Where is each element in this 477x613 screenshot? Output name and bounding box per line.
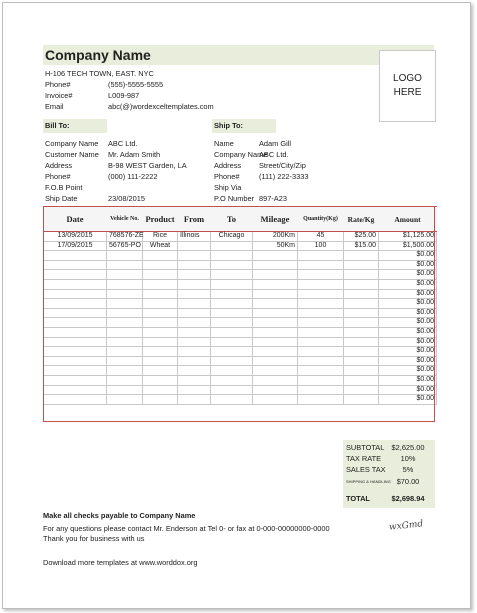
table-cell	[44, 337, 107, 347]
column-header-quantity: Quantity(Kg)	[298, 207, 344, 232]
table-cell	[253, 260, 298, 270]
table-cell	[253, 375, 298, 385]
table-cell	[344, 356, 379, 366]
table-cell	[211, 337, 253, 347]
table-cell	[143, 395, 178, 405]
ship-to-value: 897-A23	[259, 194, 287, 203]
column-header-vehicle-no: Vehicle No.	[107, 207, 143, 232]
table-cell	[211, 279, 253, 289]
table-cell	[298, 366, 344, 376]
table-header-row	[44, 207, 437, 232]
table-cell	[298, 385, 344, 395]
table-row	[44, 279, 437, 289]
table-cell	[44, 279, 107, 289]
table-cell	[253, 318, 298, 328]
bill-to-value: (000) 111-2222	[108, 172, 158, 181]
table-cell	[344, 279, 379, 289]
table-cell	[298, 337, 344, 347]
table-cell	[178, 270, 211, 280]
ship-to-label: Name	[214, 139, 234, 148]
thanks-note: Thank you for business with us	[43, 534, 145, 543]
table-cell: $25.00	[344, 232, 379, 242]
table-cell	[253, 395, 298, 405]
bill-to-label: Address	[45, 161, 73, 170]
company-address: H-106 TECH TOWN, EAST. NYC	[45, 69, 154, 78]
table-cell	[44, 260, 107, 270]
table-cell	[107, 289, 143, 299]
table-cell: $0.00	[379, 279, 437, 289]
table-cell	[107, 375, 143, 385]
bill-to-title: Bill To:	[45, 121, 70, 130]
table-cell	[44, 299, 107, 309]
table-row	[44, 260, 437, 270]
ship-to-value: ABC Ltd.	[259, 150, 289, 159]
table-cell	[211, 318, 253, 328]
table-cell	[298, 318, 344, 328]
line-items-body	[44, 232, 437, 405]
table-cell	[44, 347, 107, 357]
table-cell	[211, 385, 253, 395]
table-cell	[44, 318, 107, 328]
table-cell	[211, 327, 253, 337]
ship-to-value: Adam Gill	[259, 139, 292, 148]
table-cell	[211, 347, 253, 357]
table-row	[44, 327, 437, 337]
table-cell	[143, 366, 178, 376]
table-cell	[44, 375, 107, 385]
table-cell	[253, 337, 298, 347]
table-cell	[298, 347, 344, 357]
table-cell	[253, 270, 298, 280]
table-cell	[44, 251, 107, 261]
table-cell	[344, 395, 379, 405]
table-cell	[107, 395, 143, 405]
checks-payable-note: Make all checks payable to Company Name	[43, 511, 196, 520]
table-cell: $0.00	[379, 356, 437, 366]
ship-to-label: Address	[214, 161, 242, 170]
table-cell	[143, 327, 178, 337]
table-row	[44, 395, 437, 405]
table-cell: $0.00	[379, 385, 437, 395]
table-cell	[178, 260, 211, 270]
table-cell: Wheat	[143, 241, 178, 251]
table-cell	[178, 375, 211, 385]
column-header-from: From	[178, 207, 211, 232]
table-cell: $15.00	[344, 241, 379, 251]
table-row	[44, 318, 437, 328]
table-row	[44, 375, 437, 385]
table-cell: $0.00	[379, 375, 437, 385]
table-cell: 17/09/2015	[44, 241, 107, 251]
table-cell	[178, 366, 211, 376]
table-cell	[298, 270, 344, 280]
table-cell	[344, 385, 379, 395]
table-cell: Illinois	[178, 232, 211, 242]
table-cell	[44, 270, 107, 280]
ship-to-value: (111) 222-3333	[259, 172, 309, 181]
column-header-product: Product	[143, 207, 178, 232]
table-cell	[107, 270, 143, 280]
table-cell	[143, 375, 178, 385]
table-cell: $0.00	[379, 251, 437, 261]
table-cell	[107, 366, 143, 376]
table-row	[44, 251, 437, 261]
table-cell: $0.00	[379, 318, 437, 328]
table-cell	[344, 366, 379, 376]
table-cell	[298, 251, 344, 261]
company-name: Company Name	[45, 47, 151, 63]
table-cell	[344, 270, 379, 280]
line-items-table	[43, 206, 437, 405]
table-cell: $1,500.00	[379, 241, 437, 251]
table-cell: 100	[298, 241, 344, 251]
table-cell	[211, 289, 253, 299]
table-cell: 56765-PO	[107, 241, 143, 251]
table-cell	[344, 327, 379, 337]
company-email-label: Email	[45, 102, 64, 111]
table-cell: 50Km	[253, 241, 298, 251]
table-cell	[107, 327, 143, 337]
table-cell	[107, 308, 143, 318]
bill-to-label: Ship Date	[45, 194, 78, 203]
table-cell	[143, 299, 178, 309]
bill-to-value: ABC Ltd.	[108, 139, 138, 148]
table-cell	[143, 337, 178, 347]
bill-to-label: Company Name	[45, 139, 99, 148]
table-row	[44, 337, 437, 347]
table-row	[44, 347, 437, 357]
table-cell: $0.00	[379, 308, 437, 318]
table-cell	[344, 260, 379, 270]
column-header-amount: Amount	[379, 207, 437, 232]
table-cell	[253, 289, 298, 299]
table-cell: $0.00	[379, 337, 437, 347]
table-cell	[344, 347, 379, 357]
table-cell	[253, 327, 298, 337]
table-cell: $0.00	[379, 395, 437, 405]
table-cell	[178, 337, 211, 347]
shipping-value: $70.00	[396, 477, 420, 486]
table-cell	[253, 279, 298, 289]
table-cell	[298, 289, 344, 299]
table-cell	[143, 385, 178, 395]
invoice-page	[2, 2, 471, 609]
table-cell	[344, 337, 379, 347]
table-cell	[143, 318, 178, 328]
bill-to-value: 23/08/2015	[108, 194, 145, 203]
table-cell	[143, 251, 178, 261]
table-cell	[107, 279, 143, 289]
bill-to-value: B-98 WEST Garden, LA	[108, 161, 187, 170]
table-cell: $0.00	[379, 347, 437, 357]
table-cell	[344, 289, 379, 299]
table-cell	[143, 260, 178, 270]
table-cell	[211, 356, 253, 366]
table-cell	[44, 289, 107, 299]
table-cell: Chicago	[211, 232, 253, 242]
table-cell	[178, 308, 211, 318]
table-cell	[298, 356, 344, 366]
table-cell	[178, 356, 211, 366]
questions-note: For any questions please contact Mr. Enderson at Tel 0- or fax at 0-000-00000000-0000	[43, 524, 330, 533]
total-label: TOTAL	[346, 494, 370, 503]
tax-rate-value: 10%	[400, 454, 416, 463]
table-cell	[253, 366, 298, 376]
table-cell	[107, 260, 143, 270]
table-cell	[344, 375, 379, 385]
table-cell	[211, 270, 253, 280]
logo-text-line2: HERE	[393, 87, 422, 98]
table-cell	[178, 289, 211, 299]
table-cell: 13/09/2015	[44, 232, 107, 242]
table-row	[44, 308, 437, 318]
table-cell	[344, 308, 379, 318]
table-cell	[143, 270, 178, 280]
table-cell	[178, 318, 211, 328]
tax-rate-label: TAX RATE	[346, 454, 382, 463]
table-cell	[178, 385, 211, 395]
invoice-number-value: L009-987	[108, 91, 140, 100]
table-cell: $0.00	[379, 289, 437, 299]
company-email-value: abc(@)wordexceltemplates.com	[108, 102, 214, 111]
table-cell: $0.00	[379, 366, 437, 376]
table-row	[44, 366, 437, 376]
table-cell	[211, 366, 253, 376]
subtotal-label: SUBTOTAL	[346, 443, 385, 452]
table-cell	[143, 289, 178, 299]
table-cell	[44, 327, 107, 337]
table-cell	[107, 356, 143, 366]
ship-to-title: Ship To:	[214, 121, 244, 130]
table-cell	[253, 347, 298, 357]
table-cell	[178, 395, 211, 405]
table-cell	[253, 299, 298, 309]
table-cell	[107, 347, 143, 357]
column-header-date: Date	[44, 207, 107, 232]
table-cell	[211, 395, 253, 405]
bill-to-label: Phone#	[45, 172, 71, 181]
table-row	[44, 299, 437, 309]
table-cell	[211, 308, 253, 318]
table-cell	[253, 356, 298, 366]
invoice-number-label: Invoice#	[45, 91, 73, 100]
shipping-label: SHIPPING & HANDLING	[346, 479, 391, 484]
table-cell	[344, 318, 379, 328]
logo-text-line1: LOGO	[393, 73, 422, 84]
table-cell	[44, 395, 107, 405]
column-header-rate: Rate/Kg	[344, 207, 379, 232]
table-cell: $0.00	[379, 260, 437, 270]
table-cell: 768576-ZE	[107, 232, 143, 242]
table-cell	[178, 241, 211, 251]
table-cell	[178, 251, 211, 261]
sales-tax-label: SALES TAX	[346, 465, 386, 474]
table-cell	[44, 366, 107, 376]
table-cell	[178, 327, 211, 337]
bill-to-label: Customer Name	[45, 150, 99, 159]
table-cell: 45	[298, 232, 344, 242]
column-header-mileage: Mileage	[253, 207, 298, 232]
bill-to-value: Mr. Adam Smith	[108, 150, 161, 159]
company-phone-value: (555)-5555-5555	[108, 80, 164, 89]
table-cell	[107, 385, 143, 395]
sales-tax-value: 5%	[402, 465, 414, 474]
ship-to-label: Ship Via	[214, 183, 242, 192]
logo-placeholder	[379, 50, 436, 122]
table-cell	[211, 241, 253, 251]
table-cell	[107, 337, 143, 347]
table-cell	[298, 260, 344, 270]
table-cell: $0.00	[379, 327, 437, 337]
table-cell	[298, 299, 344, 309]
table-cell	[298, 395, 344, 405]
table-cell	[344, 299, 379, 309]
bill-to-label: F.O.B Point	[45, 183, 83, 192]
ship-to-label: P.O Number	[214, 194, 255, 203]
table-cell	[253, 251, 298, 261]
signature: wxGmd	[388, 519, 424, 533]
column-header-to: To	[211, 207, 253, 232]
table-cell: Rice	[143, 232, 178, 242]
table-row	[44, 289, 437, 299]
table-cell	[298, 279, 344, 289]
total-value: $2,698.94	[391, 494, 425, 503]
table-cell	[143, 347, 178, 357]
ship-to-label: Company Name	[214, 150, 268, 159]
table-cell	[253, 308, 298, 318]
table-cell	[211, 375, 253, 385]
table-cell	[298, 375, 344, 385]
table-cell	[44, 356, 107, 366]
ship-to-value: Street/City/Zip	[259, 161, 306, 170]
table-row	[44, 356, 437, 366]
table-row	[44, 232, 437, 242]
table-cell: 200Km	[253, 232, 298, 242]
table-row	[44, 385, 437, 395]
ship-to-label: Phone#	[214, 172, 240, 181]
table-cell	[211, 299, 253, 309]
download-note: Download more templates at www.worddox.org	[43, 558, 198, 567]
table-cell	[44, 308, 107, 318]
table-cell	[44, 385, 107, 395]
table-cell	[107, 251, 143, 261]
table-cell	[143, 279, 178, 289]
table-cell	[178, 299, 211, 309]
table-cell	[344, 251, 379, 261]
table-cell	[178, 279, 211, 289]
table-cell	[211, 251, 253, 261]
table-cell	[107, 299, 143, 309]
table-row	[44, 241, 437, 251]
table-cell	[253, 385, 298, 395]
table-cell: $0.00	[379, 270, 437, 280]
table-cell	[211, 260, 253, 270]
table-cell	[143, 308, 178, 318]
table-cell	[298, 327, 344, 337]
table-cell: $0.00	[379, 299, 437, 309]
table-cell	[298, 308, 344, 318]
subtotal-value: $2,625.00	[391, 443, 425, 452]
table-cell	[178, 347, 211, 357]
company-phone-label: Phone#	[45, 80, 71, 89]
table-cell: $1,125.00	[379, 232, 437, 242]
table-cell	[107, 318, 143, 328]
table-cell	[143, 356, 178, 366]
table-row	[44, 270, 437, 280]
